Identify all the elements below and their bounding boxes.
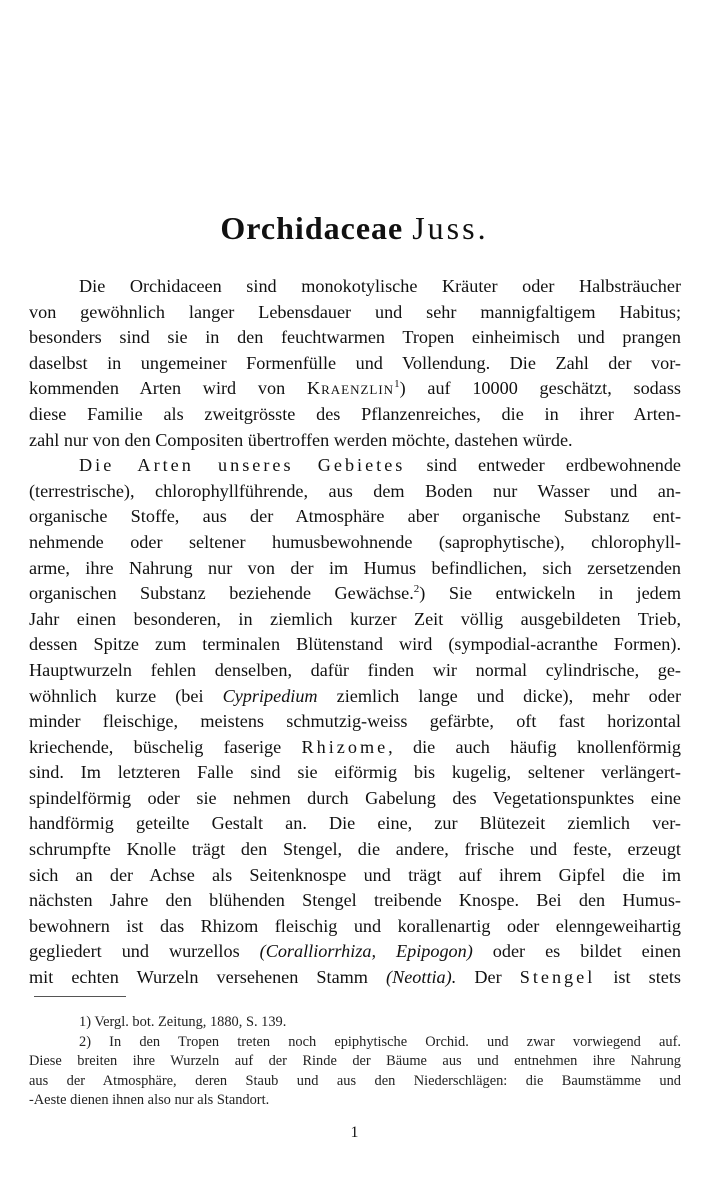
title-author: Juss.	[412, 210, 489, 246]
text-line: kriechende, büschelig faserige Rhizome, die auch häufig knollenförmig	[29, 736, 681, 757]
text-line: arme, ihre Nahrung nur von der im Humus befindlichen, sich zersetzenden	[29, 557, 681, 578]
text-line: handförmig geteilte Gestalt an. Die eine, zur Blütezeit ziemlich ver-	[29, 813, 681, 834]
text-line: Die Orchidaceen sind monokotylische Kräuter oder Halbsträucher	[79, 276, 681, 296]
footnote-2-line: aus der Atmosphäre, deren Staub und aus den Niederschlägen: die Baumstämme und	[29, 1072, 681, 1089]
text-line: mit echten Wurzeln versehenen Stamm (Neottia). Der Stengel ist stets	[29, 967, 681, 988]
text-line: diese Familie als zweitgrösste des Pflanzenreiches, die in ihrer Arten-	[29, 403, 681, 424]
text-line: wöhnlich kurze (bei Cypripedium ziemlich lange und dicke), mehr oder	[29, 685, 681, 706]
text-line: dessen Spitze zum terminalen Blütenstand wird (sympodial-acranthe Formen).	[29, 634, 681, 655]
text-line: daselbst in ungemeiner Formenfülle und Vollendung. Die Zahl der vor-	[29, 352, 681, 373]
genus-name: (Neottia).	[386, 967, 457, 988]
text-line: organischen Substanz beziehende Gewächse.$^2$) Sie entwickeln in jedem	[29, 583, 681, 604]
text-line: sich an der Achse als Seitenknospe und trägt auf ihrem Gipfel die im	[29, 864, 681, 885]
footnote-2-line: Diese breiten ihre Wurzeln auf der Rinde der Bäume aus und entnehmen ihre Nahrung	[29, 1053, 681, 1069]
text-line: organische Stoffe, aus der Atmosphäre aber organische Substanz ent-	[29, 506, 681, 527]
text-line: von gewöhnlich langer Lebensdauer und sehr mannigfaltigem Habitus;	[29, 301, 681, 322]
footnote-2-line: -Aeste dienen ihnen also nur als Standort.	[29, 1092, 270, 1108]
footnote-ref: 1	[394, 378, 400, 391]
text-line: Jahr einen besonderen, in ziemlich kurzer Zeit völlig ausgebildeten Trieb,	[29, 608, 681, 629]
footnote-2: 2) In den Tropen treten noch epiphytische Orchid. und zwar vorwiegend auf.	[79, 1033, 681, 1050]
text-line: nehmende oder seltener humusbewohnende (saprophytische), chlorophyll-	[29, 531, 681, 552]
genus-name: Cypripedium	[222, 685, 318, 706]
text-line: kommenden Arten wird von Kraenzlin$^1$) auf 10000 geschätzt, sodass	[29, 378, 681, 399]
spaced-term: Rhizome	[301, 736, 389, 757]
text-line: besonders sind sie in den feuchtwarmen Tropen einheimisch und prangen	[29, 327, 681, 348]
footnote-1: 1) Vergl. bot. Zeitung, 1880, S. 139.	[79, 1014, 287, 1030]
text-line: spindelförmig oder sie nehmen durch Gabelung des Vegetationspunktes eine	[29, 787, 681, 808]
footnote-ref: 2	[413, 583, 420, 596]
spaced-term: Stengel	[519, 967, 596, 988]
text-line: sind. Im letzteren Falle sind sie eiförmig bis kugelig, seltener verlängert-	[29, 762, 681, 783]
genus-names: (Coralliorrhiza, Epipogon)	[259, 941, 473, 962]
body-text	[29, 274, 681, 991]
page-number: 1	[350, 1124, 359, 1141]
text-line: nächsten Jahre den blühenden Stengel treibende Knospe. Bei den Humus-	[29, 890, 681, 911]
footnote-divider	[34, 996, 126, 997]
text-line: gegliedert und wurzellos (Coralliorrhiza, Epipogon) oder es bildet einen	[29, 941, 681, 962]
spaced-heading: Die Arten unseres Gebietes	[79, 455, 406, 476]
footnotes	[29, 1013, 681, 1111]
author-name: Kraenzlin	[306, 378, 395, 399]
page-title	[0, 210, 709, 247]
text-line: Die Arten unseres Gebietes sind entweder erdbewohnende	[79, 455, 681, 476]
title-family: Orchidaceae	[220, 210, 404, 246]
text-line: (terrestrische), chlorophyllführende, aus dem Boden nur Wasser und an-	[29, 480, 681, 501]
text-line: minder fleischige, meistens schmutzig-weiss gefärbte, oft fast horizontal	[29, 711, 681, 732]
text-line: Hauptwurzeln fehlen denselben, dafür finden wir normal cylindrische, ge-	[29, 659, 681, 680]
text-line: zahl nur von den Compositen übertroffen werden möchte, dastehen würde.	[29, 429, 573, 450]
text-line: bewohnern ist das Rhizom fleischig und korallenartig oder elenngeweihartig	[29, 915, 681, 936]
text-line: schrumpfte Knolle trägt den Stengel, die andere, frische und feste, erzeugt	[29, 839, 681, 860]
